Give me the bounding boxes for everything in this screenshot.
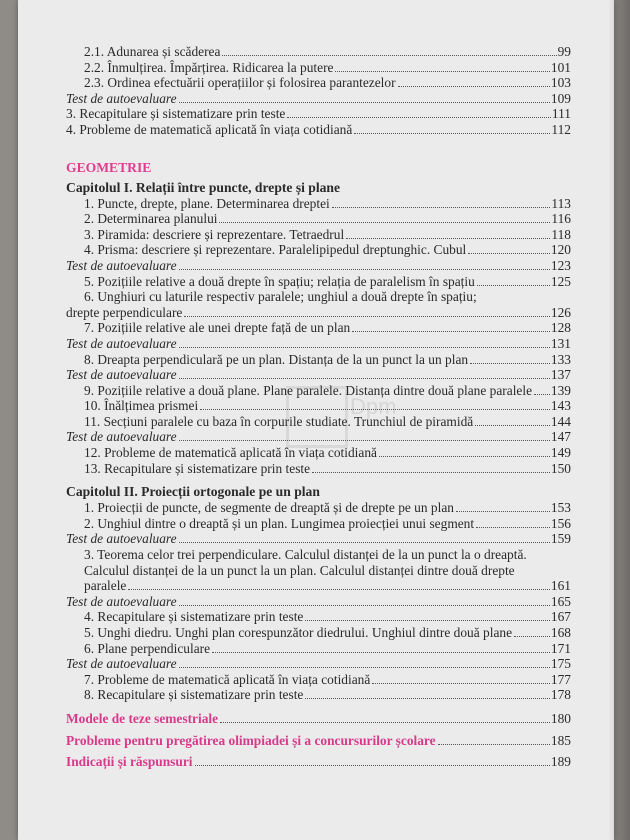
dot-leader — [477, 285, 550, 286]
toc-entry-page: 159 — [550, 531, 571, 547]
toc-entry[interactable] — [66, 398, 571, 414]
toc-top-list — [66, 44, 571, 138]
toc-entry-title: 8. Recapitulare și sistematizare prin teste — [84, 687, 304, 703]
toc-entry-page: 111 — [551, 106, 571, 122]
toc-entry-title: 6. Plane perpendiculare — [84, 640, 211, 656]
toc-entry-title: 2. Unghiul dintre o dreaptă și un plan. Lungimea proiecției unui segment — [84, 515, 475, 531]
toc-entry-title: Test de autoevaluare — [66, 90, 177, 106]
toc-entry-page: 101 — [550, 59, 571, 75]
section-title: GEOMETRIE — [66, 159, 152, 175]
dot-leader — [346, 238, 550, 239]
dot-leader — [438, 744, 550, 745]
dot-leader — [335, 71, 549, 72]
toc-entry-page: 99 — [557, 44, 571, 59]
toc-entry-line: Calculul distanței de la un punct la un plan. Calculul distanței dintre două drepte — [84, 562, 515, 578]
toc-entry-page: 139 — [550, 382, 571, 398]
toc-entry-title: drepte perpendiculare — [66, 304, 183, 320]
toc-entry-title: Test de autoevaluare — [66, 367, 177, 383]
toc-entry-page: 178 — [550, 687, 571, 703]
toc-entry[interactable] — [66, 656, 571, 672]
toc-entry[interactable] — [66, 516, 571, 532]
toc-entry[interactable] — [66, 91, 571, 107]
toc-entry-title: 1. Proiecții de puncte, de segmente de dreaptă și de drepte pe un plan — [84, 500, 454, 516]
toc-entry-title: 3. Piramida: descriere și reprezentare. Tetraedrul — [84, 226, 345, 242]
toc-entry-page: 144 — [550, 413, 571, 429]
toc-entry-page: 165 — [550, 593, 571, 609]
dot-leader — [312, 472, 550, 473]
toc-entry-title: Test de autoevaluare — [66, 531, 177, 547]
toc-entry-title: 5. Unghi diedru. Unghi plan corespunzător diedrului. Unghiul dintre două plane — [84, 625, 513, 640]
toc-entry-title: 4. Recapitulare și sistematizare prin teste — [84, 609, 304, 625]
appendix-entry-title: Indicații și răspunsuri — [66, 754, 193, 770]
toc-entry-title: 11. Secțiuni paralele cu baza în corpurile studiate. Trunchiul de piramidă — [84, 413, 474, 429]
toc-entry[interactable] — [66, 305, 571, 321]
toc-entry-page: 175 — [550, 656, 571, 672]
toc-entry[interactable] — [66, 594, 571, 610]
toc-entry-page: 161 — [550, 578, 571, 594]
toc-entry-page: 118 — [551, 226, 571, 242]
toc-entry-title: 1. Puncte, drepte, plane. Determinarea dreptei — [84, 195, 330, 211]
toc-entry-title: Test de autoevaluare — [66, 593, 177, 609]
toc-entry-title: Test de autoevaluare — [66, 429, 177, 445]
dot-leader — [220, 722, 550, 723]
toc-entry[interactable] — [66, 196, 571, 212]
toc-entry-title: Test de autoevaluare — [66, 257, 177, 273]
dot-leader — [179, 667, 550, 668]
appendix-entry[interactable] — [66, 733, 571, 749]
toc-entry[interactable] — [66, 336, 571, 352]
dot-leader — [372, 683, 550, 684]
dot-leader — [456, 511, 550, 512]
toc-entry-page: 168 — [550, 625, 571, 640]
dot-leader — [379, 456, 550, 457]
toc-entry-page: 126 — [550, 304, 571, 320]
toc-entry-page: 116 — [551, 211, 571, 227]
toc-entry[interactable] — [66, 445, 571, 461]
toc-entry[interactable] — [66, 383, 571, 399]
dot-leader — [534, 394, 550, 395]
page-edge-shadow — [608, 0, 630, 840]
appendix-entry-title: Modele de teze semestriale — [66, 710, 219, 726]
toc-entry-title: 7. Probleme de matematică aplicată în viața cotidiană — [84, 671, 371, 687]
toc-entry-title: paralele — [84, 578, 127, 594]
toc-entry[interactable] — [66, 211, 571, 227]
chapter-1-list — [66, 196, 571, 477]
toc-entry[interactable] — [66, 352, 571, 368]
toc-entry-page: 109 — [550, 90, 571, 106]
toc-entry-title: 2.1. Adunarea și scăderea — [84, 44, 221, 59]
toc-entry[interactable] — [66, 672, 571, 688]
watermark-text: Dpm — [350, 394, 397, 419]
dot-leader — [179, 542, 550, 543]
toc-entry-title: 4. Prisma: descriere și reprezentare. Paralelipipedul dreptunghic. Cubul — [84, 242, 467, 258]
toc-entry-title: 8. Dreapta perpendiculară pe un plan. Distanța de la un punct la un plan — [84, 351, 469, 367]
toc-entry[interactable] — [66, 274, 571, 290]
toc-entry-line: 3. Teorema celor trei perpendiculare. Calculul distanței de la un punct la o dreaptă. — [84, 547, 527, 563]
toc-entry[interactable] — [66, 625, 571, 641]
dot-leader — [184, 316, 550, 317]
dot-leader — [179, 269, 550, 270]
dot-leader — [128, 589, 550, 590]
toc-entry-page: 125 — [550, 273, 571, 289]
appendix-entry-page: 189 — [550, 754, 571, 770]
toc-entry-title: 9. Pozițiile relative a două plane. Plane paralele. Distanța dintre două plane paralele — [84, 382, 533, 398]
dot-leader — [332, 207, 551, 208]
toc-entry-page: 150 — [550, 460, 571, 476]
toc-entry-page: 156 — [550, 515, 571, 531]
toc-entry-title: 5. Pozițiile relative a două drepte în spațiu; relația de paralelism în spațiu — [84, 273, 475, 289]
toc-entry[interactable] — [66, 320, 571, 336]
dot-leader — [179, 440, 550, 441]
book-page — [18, 0, 614, 840]
toc-entry[interactable] — [66, 687, 571, 703]
toc-entry-title: 13. Recapitulare și sistematizare prin teste — [84, 460, 311, 476]
toc-entry-page: 103 — [550, 75, 571, 91]
toc-entry-page: 167 — [550, 609, 571, 625]
toc-entry[interactable] — [66, 227, 571, 243]
dot-leader — [470, 363, 550, 364]
dot-leader — [212, 652, 550, 653]
toc-entry-page: 147 — [550, 429, 571, 445]
dot-leader — [476, 527, 550, 528]
table-of-contents — [66, 44, 571, 776]
dot-leader — [287, 117, 551, 118]
toc-entry[interactable] — [66, 578, 571, 594]
appendix-entry-page: 180 — [550, 710, 571, 726]
toc-entry[interactable] — [66, 106, 571, 122]
dot-leader — [195, 765, 550, 766]
dot-leader — [475, 425, 550, 426]
dot-leader — [179, 347, 550, 348]
toc-entry-title: 4. Probleme de matematică aplicată în viața cotidiană — [66, 121, 353, 137]
toc-entry-line: 6. Unghiuri cu laturile respectiv paralele; unghiul a două drepte în spațiu; — [84, 289, 477, 305]
toc-entry[interactable] — [66, 44, 571, 60]
toc-entry-title: 7. Pozițiile relative ale unei drepte față de un plan — [84, 320, 351, 336]
appendix-entry-page: 185 — [550, 732, 571, 748]
dot-leader — [179, 102, 550, 103]
dot-leader — [352, 331, 550, 332]
toc-entry-title: 2.2. Înmulțirea. Împărțirea. Ridicarea la putere — [84, 59, 334, 75]
toc-entry-title: 10. Înălțimea prismei — [84, 398, 199, 414]
toc-entry-title: Test de autoevaluare — [66, 335, 177, 351]
dot-leader — [398, 86, 550, 87]
toc-entry[interactable] — [66, 242, 571, 258]
appendix-entry[interactable] — [66, 711, 571, 727]
toc-entry-title: 12. Probleme de matematică aplicată în viața cotidiană — [84, 445, 377, 461]
toc-entry[interactable] — [66, 429, 571, 445]
toc-entry[interactable] — [66, 122, 571, 138]
dot-leader — [179, 378, 550, 379]
toc-entry-title: 2. Determinarea planului — [84, 211, 218, 227]
toc-entry[interactable] — [66, 258, 571, 274]
dot-leader — [219, 222, 550, 223]
toc-entry-title: 3. Recapitulare și sistematizare prin teste — [66, 106, 286, 122]
dot-leader — [514, 636, 550, 637]
toc-entry-page: 128 — [550, 320, 571, 336]
toc-entry[interactable] — [66, 75, 571, 91]
toc-entry-title: Test de autoevaluare — [66, 656, 177, 672]
appendix-entry-title: Probleme pentru pregătirea olimpiadei și a concursurilor școlare — [66, 732, 436, 748]
toc-entry-page: 133 — [550, 351, 571, 367]
toc-entry-page: 149 — [550, 445, 571, 461]
chapter-1-title: Capitolul I. Relații între puncte, drepte și plane — [66, 179, 341, 195]
toc-entry[interactable] — [66, 60, 571, 76]
toc-entry-page: 131 — [550, 335, 571, 351]
toc-entry-page: 143 — [550, 398, 571, 414]
dot-leader — [179, 605, 550, 606]
appendix-list — [66, 711, 571, 770]
dot-leader — [305, 698, 550, 699]
dot-leader — [305, 620, 550, 621]
toc-entry[interactable] — [66, 414, 571, 430]
toc-entry[interactable] — [66, 367, 571, 383]
dot-leader — [222, 55, 556, 56]
toc-entry[interactable] — [66, 531, 571, 547]
dot-leader — [200, 409, 550, 410]
chapter-2-title: Capitolul II. Proiecții ortogonale pe un plan — [66, 484, 320, 500]
toc-entry[interactable] — [66, 641, 571, 657]
toc-entry[interactable] — [66, 609, 571, 625]
dot-leader — [354, 133, 550, 134]
toc-entry-page: 137 — [550, 367, 571, 383]
toc-entry-page: 177 — [550, 671, 571, 687]
toc-entry-page: 112 — [551, 121, 571, 137]
toc-entry-title: 2.3. Ordinea efectuării operațiilor și folosirea parantezelor — [84, 75, 396, 91]
toc-entry-page: 171 — [550, 640, 571, 656]
toc-entry[interactable] — [66, 500, 571, 516]
toc-entry-page: 123 — [550, 257, 571, 273]
dot-leader — [468, 253, 550, 254]
toc-entry-page: 153 — [550, 500, 571, 516]
toc-entry-page: 120 — [550, 242, 571, 258]
appendix-entry[interactable] — [66, 754, 571, 770]
toc-entry-page: 113 — [551, 195, 571, 211]
toc-entry[interactable] — [66, 461, 571, 477]
chapter-2-list — [66, 500, 571, 703]
